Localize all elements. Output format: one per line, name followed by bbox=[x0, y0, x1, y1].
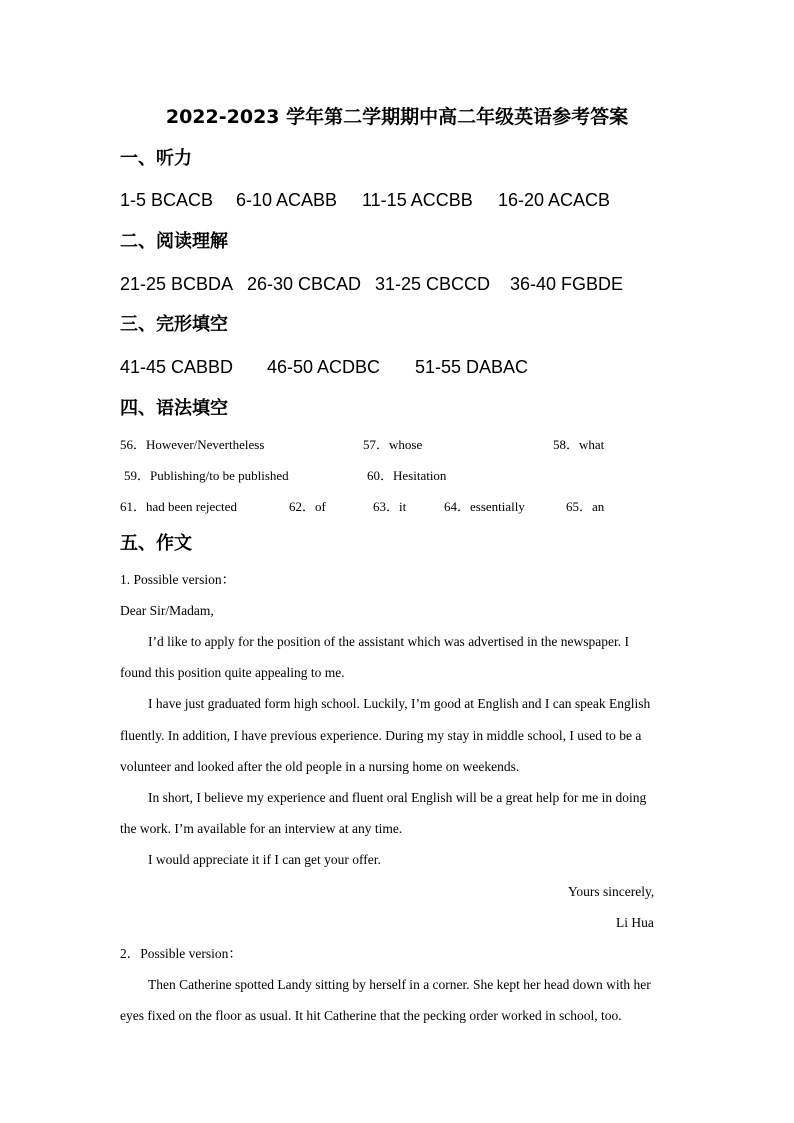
grammar-answer: 60．Hesitation bbox=[367, 468, 447, 483]
answer-group: 46-50 ACDBC bbox=[267, 357, 381, 377]
letter-line: fluently. In addition, I have previous experience. During my stay in middle school, I used to be a bbox=[120, 728, 642, 743]
answer-group: 11-15 ACCBB bbox=[362, 190, 473, 210]
writing-part2-label: 2．Possible version： bbox=[120, 946, 242, 961]
grammar-answer: 58．what bbox=[553, 437, 605, 452]
writing-part1-label: 1. Possible version： bbox=[120, 572, 236, 587]
grammar-answer: 56．However/Nevertheless bbox=[120, 437, 265, 452]
letter-line: I have just graduated form high school. Luckily, I’m good at English and I can speak English bbox=[148, 696, 651, 711]
section-heading-listening: 一、听力 bbox=[120, 148, 192, 169]
letter-line: I’d like to apply for the position of the assistant which was advertised in the newspaper. I bbox=[148, 634, 630, 649]
letter-closing: Yours sincerely, bbox=[568, 884, 655, 899]
answer-group: 16-20 ACACB bbox=[498, 190, 611, 210]
answer-group: 6-10 ACABB bbox=[236, 190, 338, 210]
letter-greeting: Dear Sir/Madam, bbox=[120, 603, 214, 618]
answer-group: 41-45 CABBD bbox=[120, 357, 234, 377]
letter-line: volunteer and looked after the old people in a nursing home on weekends. bbox=[120, 759, 520, 774]
story-line: Then Catherine spotted Landy sitting by herself in a corner. She kept her head down with her bbox=[148, 977, 651, 992]
grammar-answers-row-2 bbox=[0, 466, 794, 486]
answer-group: 1-5 BCACB bbox=[120, 190, 214, 210]
letter-line: the work. I’m available for an interview at any time. bbox=[120, 821, 403, 836]
letter-line: In short, I believe my experience and fluent oral English will be a great help for me in doing bbox=[148, 790, 647, 805]
letter-line: I would appreciate it if I can get your offer. bbox=[148, 852, 381, 867]
story-line: eyes fixed on the floor as usual. It hit Catherine that the pecking order worked in school, too. bbox=[120, 1008, 622, 1023]
section-heading-reading: 二、阅读理解 bbox=[120, 231, 228, 252]
grammar-answer: 63．it bbox=[373, 499, 407, 514]
grammar-answer: 61．had been rejected bbox=[120, 499, 237, 514]
answer-group: 31-25 CBCCD bbox=[375, 274, 491, 294]
answer-group: 26-30 CBCAD bbox=[247, 274, 362, 294]
answer-group: 21-25 BCBDA bbox=[120, 274, 234, 294]
letter-line: found this position quite appealing to me. bbox=[120, 665, 345, 680]
grammar-answer: 64．essentially bbox=[444, 499, 525, 514]
section-heading-grammar: 四、语法填空 bbox=[120, 398, 228, 419]
grammar-answers-row-1 bbox=[0, 435, 794, 455]
grammar-answer: 62．of bbox=[289, 499, 326, 514]
section-heading-writing: 五、作文 bbox=[120, 533, 192, 554]
grammar-answer: 57．whose bbox=[363, 437, 423, 452]
letter-signature: Li Hua bbox=[616, 915, 654, 930]
grammar-answers-row-3 bbox=[0, 497, 794, 517]
page-title: 2022-2023 学年第二学期期中高二年级英语参考答案 bbox=[165, 106, 629, 128]
answer-group: 51-55 DABAC bbox=[415, 357, 529, 377]
grammar-answer: 59．Publishing/to be published bbox=[124, 468, 289, 483]
answer-group: 36-40 FGBDE bbox=[510, 274, 624, 294]
grammar-answer: 65．an bbox=[566, 499, 605, 514]
section-heading-cloze: 三、完形填空 bbox=[120, 314, 228, 335]
